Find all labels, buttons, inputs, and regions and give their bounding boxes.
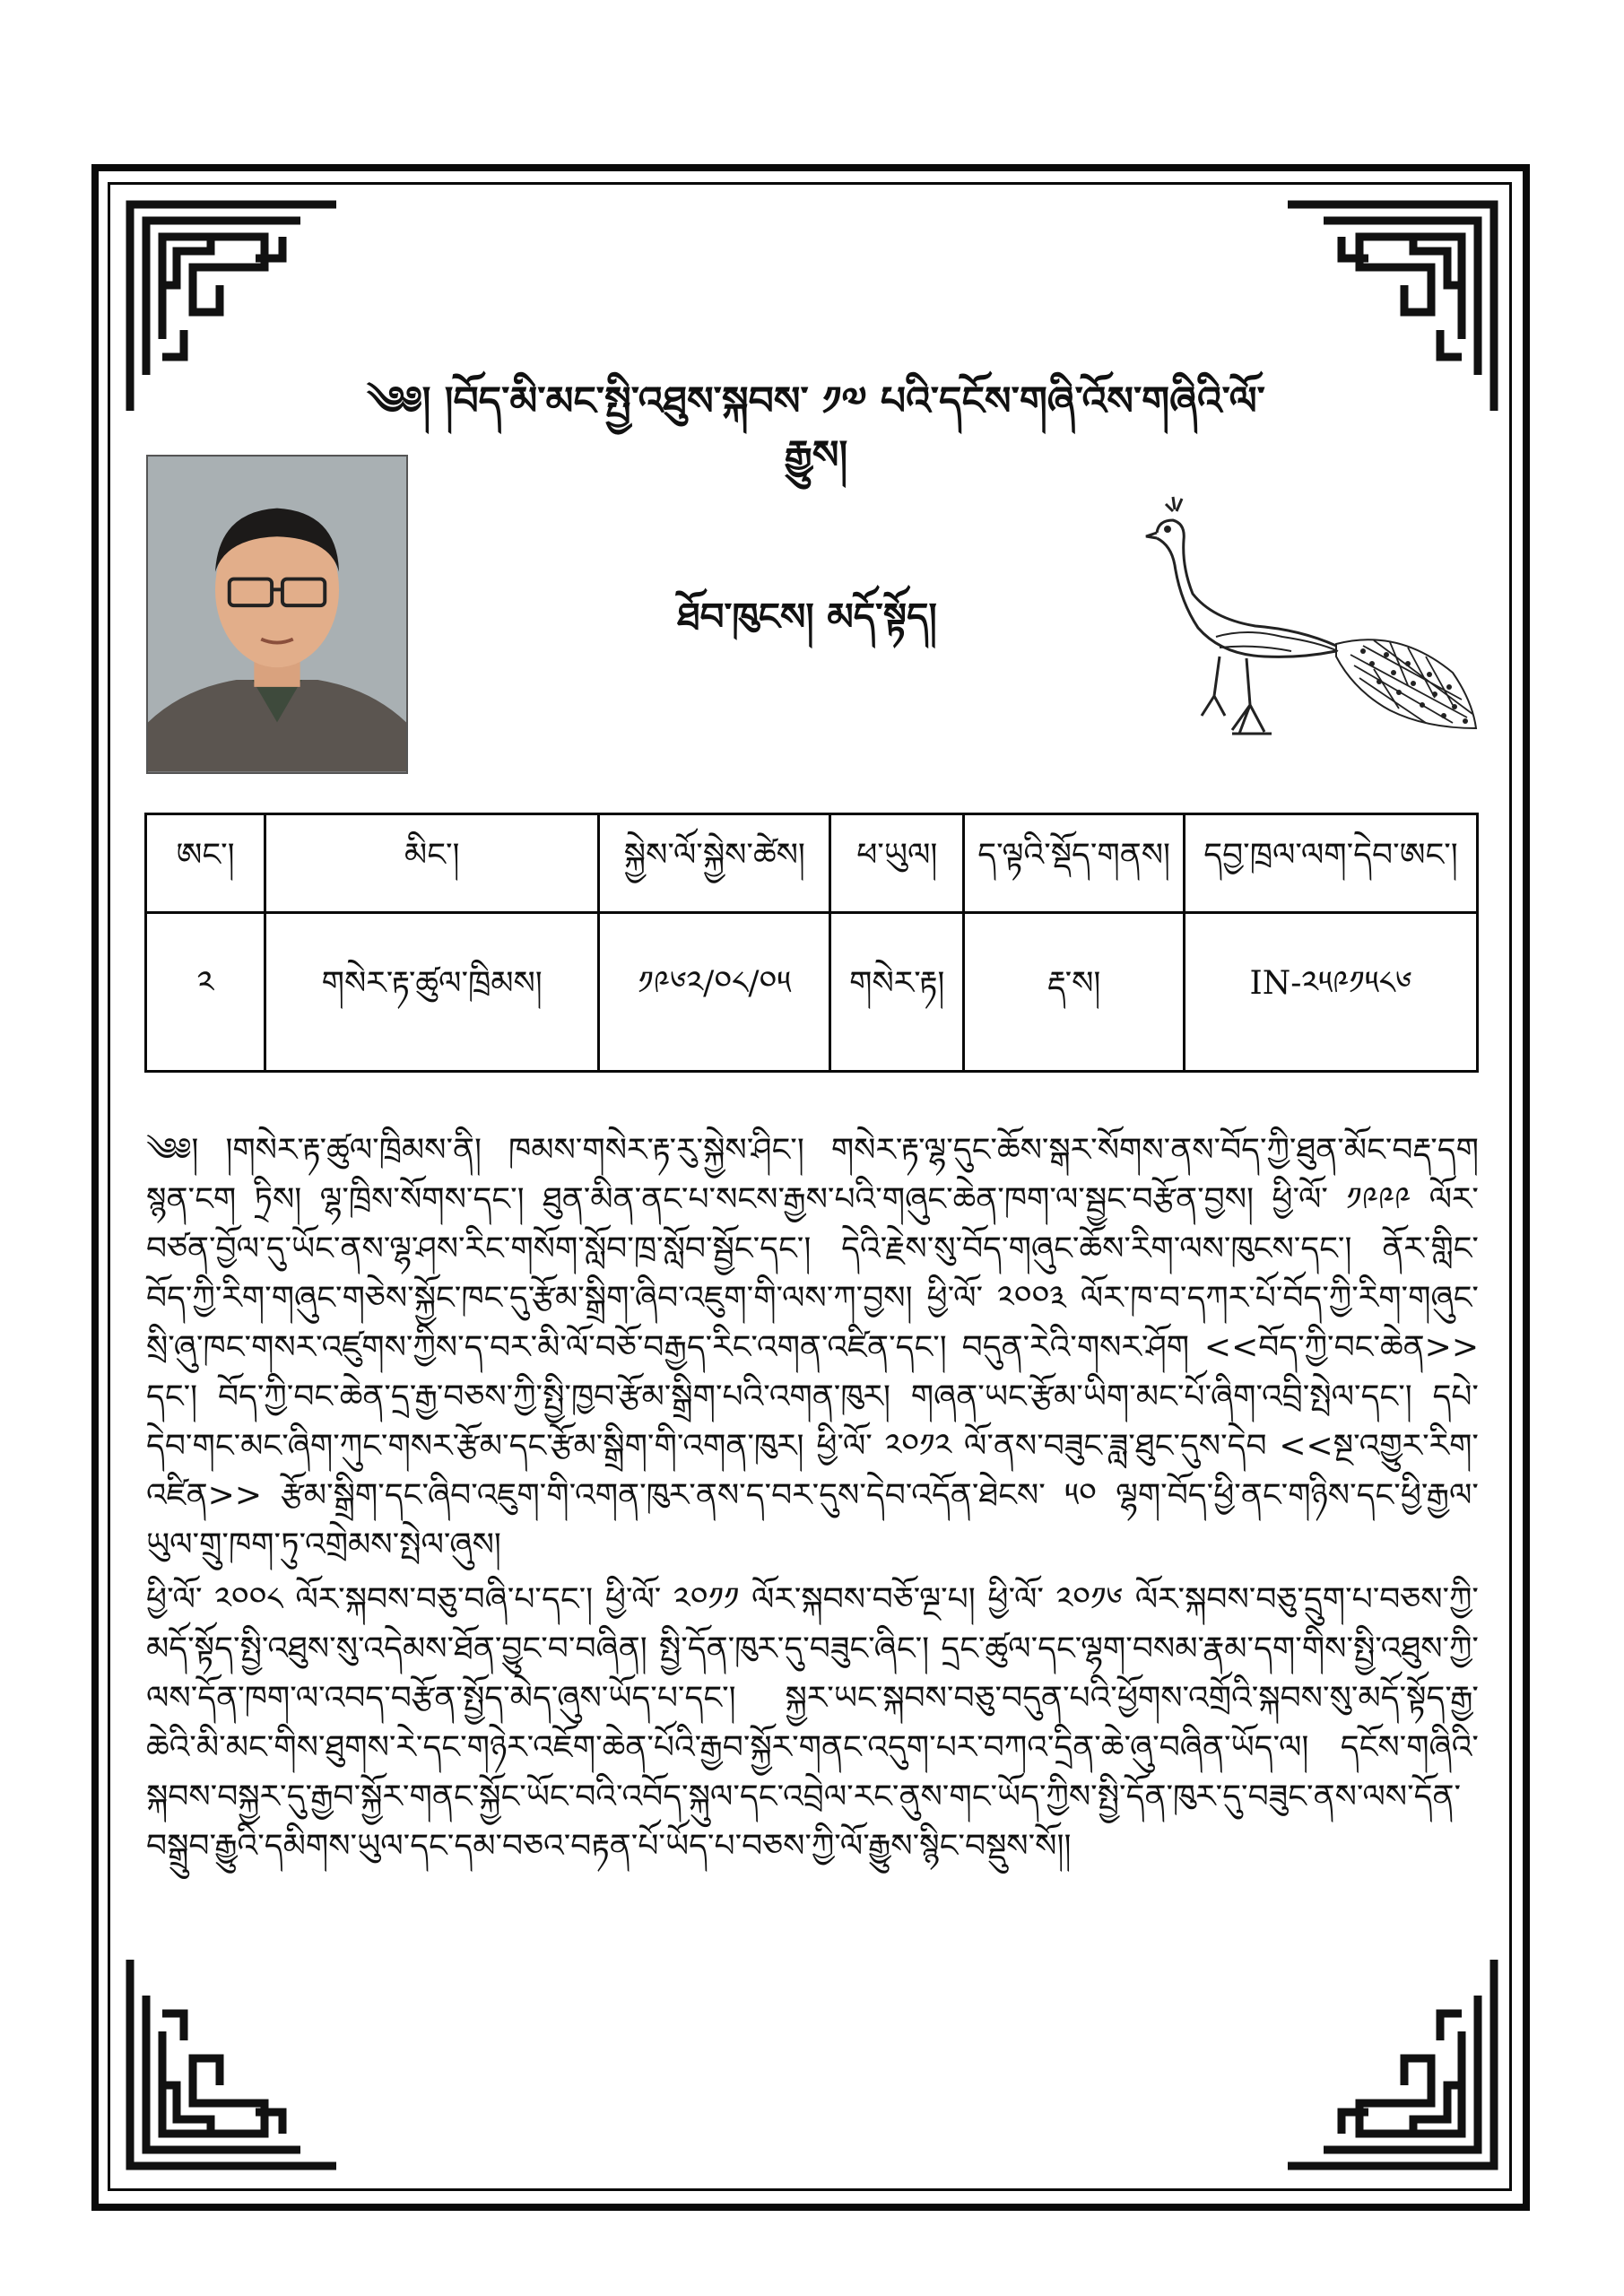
cell-number: ༢	[146, 913, 265, 1072]
header-number: ཨང་།	[146, 814, 265, 913]
corner-ornament-bottom-right	[1279, 1951, 1503, 2175]
header-current-residence: ད་ལྟའི་སྡོད་གནས།	[964, 814, 1185, 913]
biography-paragraph-2: ཕྱི་ལོ་ ༢༠༠༨ ལོར་སྐབས་བཅུ་བཞི་པ་དང་། ཕྱི་ལོ་ ༢༠༡༡ ལོར་སྐབས་བཅོ་ལྔ་པ། ཕྱི་ལོ་ ༢༠༡༦ ལོར་སྐབས་བཅུ་དྲུག་པ་བཅས་ཀྱི་མདོ་སྟོད་སྤྱི་འཐུས་སུ་འདེམས་ཐོན་བྱུང་བ་བཞིན། སྤྱི་དོན་ཁུར་དུ་བཟུང་ཞིང་། དྲང་ཚུལ་དང་ལྷག་བསམ་རྣམ་དག་གིས་སྤྱི་འཐུས་ཀྱི་ལས་དོན་ཁག་ལ་འབད་བརྩོན་སྤྱོད་མེད་ཞུས་ཡོད་པ་དང་། སྐྱར་ཡང་སྐབས་བཅུ་བདུན་པའི་ཕྱོགས་འགྲོའི་སྐབས་སུ་མདོ་སྟོད་རྒྱ་ཆེའི་མི་མང་གིས་ཐུགས་རེ་དང་གཉེར་འཇོག་ཆེན་པོའི་རྒྱབ་སྐྱོར་གནང་འདུག་པར་བཀའ་དྲིན་ཆེ་ཞུ་བཞིན་ཡོད་ལ། དངོས་གཞིའི་སྐབས་བསྐྱར་དུ་རྒྱབ་སྐྱོར་གནང་སྐྱོང་ཡོང་བའི་འབོད་སྐུལ་དང་འབྲེལ་རང་ནུས་གང་ཡོད་ཀྱིས་སྤྱི་དོན་ཁུར་དུ་བཟུང་ནས་ལས་དོན་བསྒྲུབ་རྒྱུའི་དམིགས་ཡུལ་དང་དམ་བཅའ་བརྟན་པོ་ཡོད་པ་བཅས་ཀྱི་ལོ་རྒྱུས་སྙིང་བསྡུས་སོ།།	[146, 1581, 1479, 1865]
cell-green-book-number: IN-༢༥༩༡༥༨༦	[1185, 913, 1478, 1072]
header-native-place: ཕ་ཡུལ།	[830, 814, 964, 913]
peacock-illustration	[1139, 493, 1480, 753]
cell-birth-date: ༡༩༦༢/༠༨/༠༥	[599, 913, 830, 1072]
candidate-photo	[146, 455, 408, 774]
cell-name: གསེར་རྟ་ཚུལ་ཁྲིམས།	[265, 913, 599, 1072]
cell-current-residence: རྡ་ས།	[964, 913, 1185, 1072]
biography-paragraph-1: ༄༅། །གསེར་རྟ་ཚུལ་ཁྲིམས་ནི། ཁམས་གསེར་རྟ་རུ་སྐྱེས་ཤིང་། གསེར་རྟ་ལྷ་དུང་ཆོས་སྒར་སོགས་ནས་བོད་ཀྱི་ཐུན་མོང་བརྡ་དག སྙན་ངག ཏྲིས། ལྷ་ཁྲིས་སོགས་དང་། ཐུན་མིན་ནང་པ་སངས་རྒྱས་པའི་གཞུང་ཆེན་ཁག་ལ་སྦྱང་བརྩོན་བྱས། ཕྱི་ལོ་ ༡༩༩༩ ལོར་བཙན་བྱོལ་དུ་ཡོང་ནས་ལྷ་ཤས་རིང་གསོག་སློབ་ཁྲ་སློབ་སྦྱོང་དང་། དེའི་རྗེས་སུ་བོད་གཞུང་ཆོས་རིག་ལས་ཁུངས་དང་། ནོར་གླིང་བོད་ཀྱི་རིག་གཞུང་གཅེས་སྐྱོང་ཁང་དུ་རྩོམ་སྒྲིག་ཞིབ་འཇུག་གི་ལས་ཀ་བྱས། ཕྱི་ལོ་ ༢༠༠༣ ལོར་ཁ་བ་དཀར་པོ་བོད་ཀྱི་རིག་གཞུང་སྲི་ཞུ་ཁང་གསར་འཛུགས་ཀྱིས་ད་བར་མི་ལོ་བཅོ་བརྒྱད་རིང་འགན་འཛིན་དང་། བདུན་རེའི་གསར་ཤོག <<བོད་ཀྱི་བང་ཆེན>> དང་། བོད་ཀྱི་བང་ཆེན་དྲ་རྒྱ་བཅས་ཀྱི་སྤྱི་ཁྱབ་རྩོམ་སྒྲིག་པའི་འགན་ཁུར། གཞན་ཡང་རྩོམ་ཡིག་མང་པོ་ཞིག་འབྲི་སྤེལ་དང་། དཔེ་དེབ་གང་མང་ཞིག་ཀུང་གསར་རྩོམ་དང་རྩོམ་སྒྲིག་གི་འགན་ཁུར། ཕྱི་ལོ་ ༢༠༡༢ ལོ་ནས་བཟུང་ཟླ་ཐུང་དུས་དེབ <<སྔ་འགྱུར་རིག་འཛིན>> རྩོམ་སྒྲིག་དང་ཞིབ་འཇུག་གི་འགན་ཁུར་ནས་ད་བར་དུས་དེབ་འདོན་ཐེངས་ ༥༠ ལྷག་བོད་ཕྱི་ནང་གཉིས་དང་ཕྱི་རྒྱལ་ཡུལ་གྲུ་ཁག་ཏུ་འགྲེམས་སྤེལ་ཞུས།	[146, 1132, 1479, 1563]
table-row	[146, 913, 1478, 1072]
candidate-info-table	[144, 813, 1479, 1073]
corner-ornament-top-left	[121, 196, 345, 420]
header-birth-date: སྐྱེས་ལོ་སྐྱེས་ཚེས།	[599, 814, 830, 913]
header-green-book-number: དབྱ་ཁྲལ་ལག་དེབ་ཨང་།	[1185, 814, 1478, 913]
candidate-origin: ཐོབ་ཁུངས། མདོ་སྟོད།	[677, 595, 937, 639]
document-title: ༄༅། །བོད་མི་མང་སྤྱི་འཐུས་སྐབས་ ༡༧ པའི་དངོས་གཞི་འོས་གཞིའི་ལོ་རྒྱུས།	[367, 378, 1265, 478]
corner-ornament-bottom-left	[121, 1951, 345, 2175]
table-header-row	[146, 814, 1478, 913]
cell-native-place: གསེར་རྟ།	[830, 913, 964, 1072]
corner-ornament-top-right	[1279, 196, 1503, 420]
header-name: མིང་།	[265, 814, 599, 913]
biography-text	[146, 1126, 1479, 1876]
